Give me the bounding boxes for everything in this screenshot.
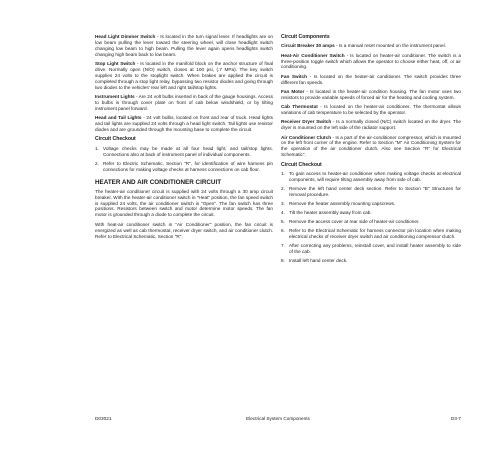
list-item: 6. Refer to the Electrical Schematic for harness connector pin location when making electrical checks of receiver dryer switch and air conditioning compressor clutch. [281, 228, 461, 240]
para-fan-motor: Fan Motor - Is located in the heater-air condition housing. The fan motor uses two resistors to provide variable speeds of forced air for the heating and cooling system. [281, 88, 462, 100]
para-circuit-breaker: Circuit Breaker 30 amps - Is a manual reset mounted on the instrument panel. [281, 43, 446, 49]
lighting-checkout-list [95, 146, 273, 173]
para-fan-switch: Fan Switch - Is located on the heater-air conditioner. The switch provides three different fan speeds. [281, 73, 461, 85]
para-receiver-dryer-switch: Receiver Dryer Switch - Is a normally closed (N/C) switch located on the dryer. The dryer is mounted on the left side of the radiator support. [281, 119, 462, 131]
lighting-checkout-heading: Circuit Checkout [95, 136, 136, 143]
para-cab-thermostat: Cab Thermostat - Is located on the heater-air conditioner. The thermostat allows variations of cab temperature to be selected by the operator. [281, 104, 461, 116]
list-item: 4. Tilt the heater assembly away from cab. [281, 209, 372, 215]
right-column [281, 34, 461, 267]
para-head-tail-lights: Head and Tail Lights - 24 volt bulbs, located on front and rear of truck. Head lights and tail lights are supplied 24 volts through a head light switch. Tail lights use resistor diodes and are grounded through the mounting base to complete the circuit. [95, 115, 273, 133]
hvac-checkout-list [281, 171, 461, 264]
left-column [95, 34, 273, 243]
list-item: 2. Remove the left hand center deck section. Refer to Section "B" Structures for removal procedure. [281, 185, 461, 197]
list-item: 7. After correcting any problems, reinstall cover, and install heater assembly to side of the cab. [281, 243, 461, 255]
para-ac-clutch: Air Conditioner Clutch - Is a part of the air-conditioner compressor, which is mounted on the left front corner of the engine. Refer to Section "M" Air Conditioning System for the operation of the air conditioner clutch. Also see Section "R" for Electrical Schematic". [281, 134, 461, 158]
section-title: Electrical System Components [246, 416, 310, 421]
para-instrument-lights: Instrument Lights - Are 24 volt bulbs inserted in back of the gauge housings. Access to bulbs is through cover plate on front of cab below windshield, or by tilting instrument panel forward. [95, 94, 273, 112]
para-hvac-ac-mode: With heat-air conditioner switch in "Air Conditioner" position, the fan circuit is energized as well as cab thermostat, receiver dryer switch, and air conditioner clutch. Refer to Electrical Schematic, Section "R". [95, 221, 273, 239]
list-item: 5. Remove the access cover at rear side of heater-air conditioner. [281, 219, 420, 225]
list-item: 8. Install left hand center deck. [281, 258, 348, 264]
page-number: D3-7 [450, 416, 461, 421]
list-item: 1. To gain access to heater-air conditioner when making voltage checks at electrical components, will require tilting assembly away from side of cab. [281, 170, 461, 182]
list-item: 1. Voltage checks may be made at all four head light, and tail/stop lights. Connections also at back of instrument panel of individual components. [95, 145, 273, 157]
list-item: 2. Refer to Electric Schematic, Section "R", for identification of wire harness pin connections for making voltage checks at harness connections on cab floor. [95, 160, 273, 172]
document-code: D03021 [95, 416, 112, 421]
components-heading: Circuit Components [281, 34, 330, 40]
para-stop-light-switch: Stop Light Switch - Is located in the manifold block on the anchor structure of final drive. Normally open (N/O) switch, closes at 100 psi, (.7 MPa). The key switch supplies 24 volts to the stoplight switch. When brakes are applied the circuit is completed through a stop light relay, bypassing two resistor diodes and going through two diodes to the vehicles' rear left and right tail/stop lights. [95, 61, 273, 90]
hvac-section-heading: HEATER AND AIR CONDITIONER CIRCUIT [95, 178, 222, 186]
para-heat-ac-switch: Heat-Air Conditioner Switch - Is located on heater-air conditioner. The switch is a three-position toggle switch which allows the operator to choose either heat, off, or air conditioning. [281, 52, 461, 70]
list-item: 3. Remove the heater assembly mounting capscrews. [281, 200, 396, 206]
hvac-checkout-heading: Circuit Checkout [281, 161, 322, 168]
para-hvac-supply: The heater-air conditioner circuit is supplied with 24 volts through a 30 amp circuit breaker. With the heater-air conditioner switch in "Heat" position, the fan speed switch is supplied 24 volts, the air conditioner switch is "Open". The fan switch has three positions. Resistors between switch and motor determine motor speeds. The fan motor is grounded through a diode to complete the circuit. [95, 188, 273, 218]
para-dimmer-switch: Head Light Dimmer Switch - Is located in the turn signal lever. If headlights are on low beam pulling the lever toward the steering wheel, will close headlight switch changing low beam to high beam. Pulling the lever again opens headlights switch changing high beam back to low beam. [95, 34, 273, 57]
